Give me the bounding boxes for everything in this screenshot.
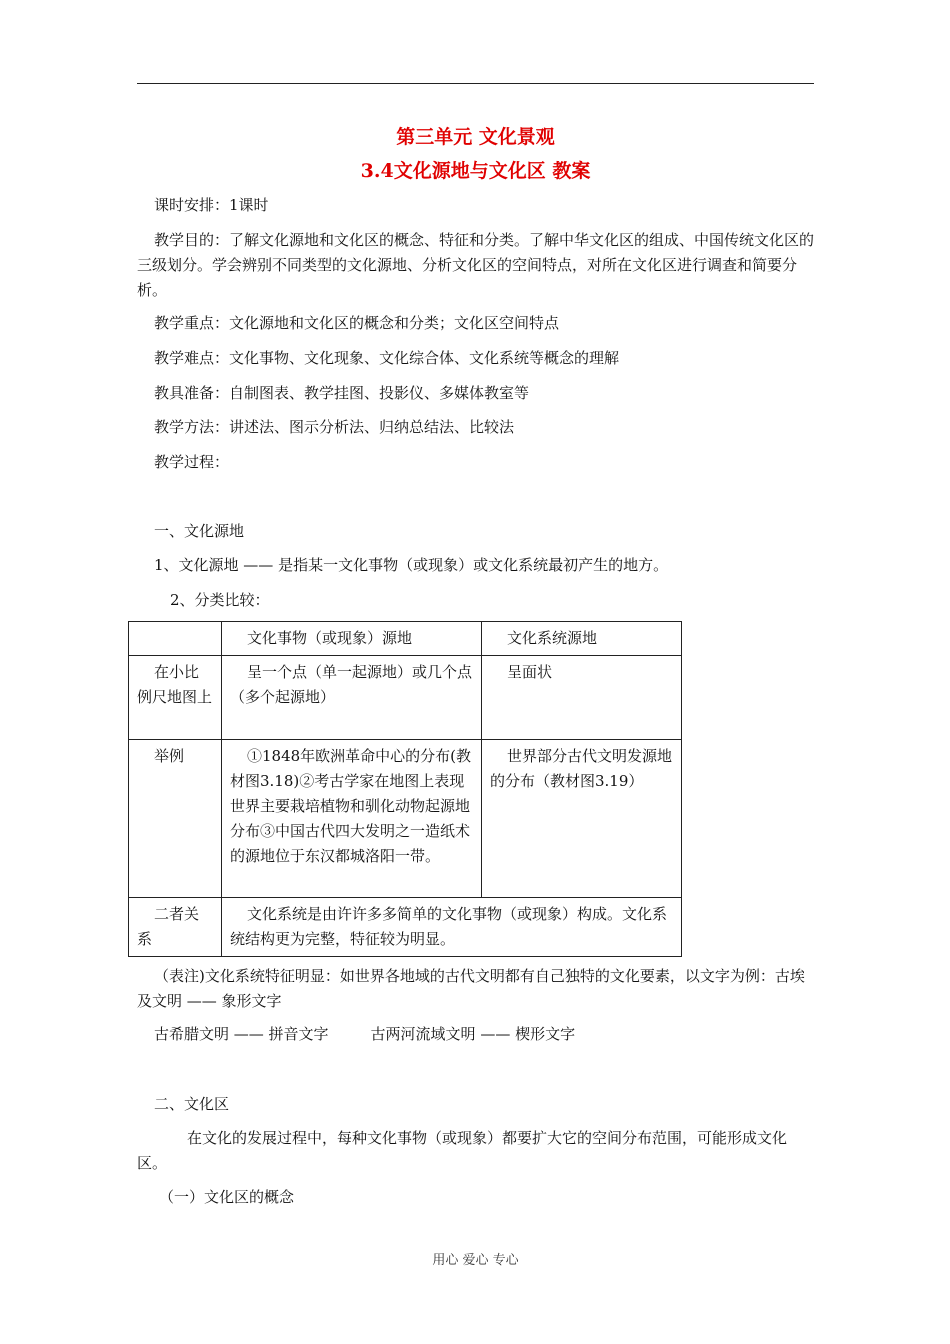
process-line: 教学过程：: [154, 453, 230, 471]
table-note: （表注)文化系统特征明显：如世界各地域的古代文明都有自己独特的文化要素，以文字为例：古埃及文明 —— 象形文字: [137, 967, 805, 1010]
objective-paragraph: 教学目的：了解文化源地和文化区的概念、特征和分类。了解中华文化区的组成、中国传统文化区的三级划分。学会辨别不同类型的文化源地、分析文化区的空间特点，对所在文化区进行调查和简要分析。: [137, 231, 815, 299]
section1-heading: 一、文化源地: [154, 522, 245, 540]
table-header-row: [129, 622, 682, 656]
concept-subheading: （一）文化区的概念: [159, 1188, 295, 1206]
greek-text: 古希腊文明 —— 拼音文字: [154, 1025, 329, 1043]
table-cell-merged: 文化系统是由许许多多简单的文化事物（或现象）构成。文化系统结构更为完整，特征较为明显。: [222, 898, 682, 957]
mesopotamia-text: 古两河流域文明 —— 楔形文字: [370, 1025, 576, 1043]
table-cell: ①1848年欧洲革命中心的分布(教材图3.18)②考古学家在地图上表现世界主要栽培植物和驯化动物起源地分布③中国古代四大发明之一造纸术的源地位于东汉都城洛阳一带。: [222, 740, 482, 898]
key-points-line: 教学重点：文化源地和文化区的概念和分类；文化区空间特点: [154, 314, 560, 332]
table-row-label: 在小比例尺地图上: [129, 656, 222, 740]
lesson-title: 3.4文化源地与文化区 教案: [360, 160, 591, 182]
table-header-cell: 文化系统源地: [482, 622, 682, 656]
table-header-cell: 文化事物（或现象）源地: [222, 622, 482, 656]
unit-title: 第三单元 文化景观: [396, 126, 555, 148]
table-row: [129, 898, 682, 957]
materials-line: 教具准备：自制图表、教学挂图、投影仪、多媒体教室等: [154, 384, 530, 402]
table-cell: 呈一个点（单一起源地）或几个点（多个起源地）: [222, 656, 482, 740]
difficulties-line: 教学难点：文化事物、文化现象、文化综合体、文化系统等概念的理解: [154, 349, 620, 367]
section2-heading: 二、文化区: [154, 1095, 230, 1113]
compare-label: 2、分类比较：: [170, 591, 270, 609]
source-definition: 1、文化源地 —— 是指某一文化事物（或现象）或文化系统最初产生的地方。: [154, 556, 669, 574]
table-row-label: 举例: [129, 740, 222, 898]
table-row: [129, 656, 682, 740]
table-cell: 世界部分古代文明发源地的分布（教材图3.19）: [482, 740, 682, 898]
table-header-cell: [129, 622, 222, 656]
table-cell: 呈面状: [482, 656, 682, 740]
table-row: [129, 740, 682, 898]
schedule-line: 课时安排：1课时: [154, 196, 269, 214]
comparison-table: [128, 621, 682, 957]
page-footer: 用心 爱心 专心: [432, 1253, 519, 1268]
header-rule: [137, 83, 814, 84]
table-row-label: 二者关系: [129, 898, 222, 957]
culture-region-intro: 在文化的发展过程中，每种文化事物（或现象）都要扩大它的空间分布范围，可能形成文化区。: [137, 1129, 788, 1172]
greek-example: [137, 1022, 814, 1047]
methods-line: 教学方法：讲述法、图示分析法、归纳总结法、比较法: [154, 418, 515, 436]
